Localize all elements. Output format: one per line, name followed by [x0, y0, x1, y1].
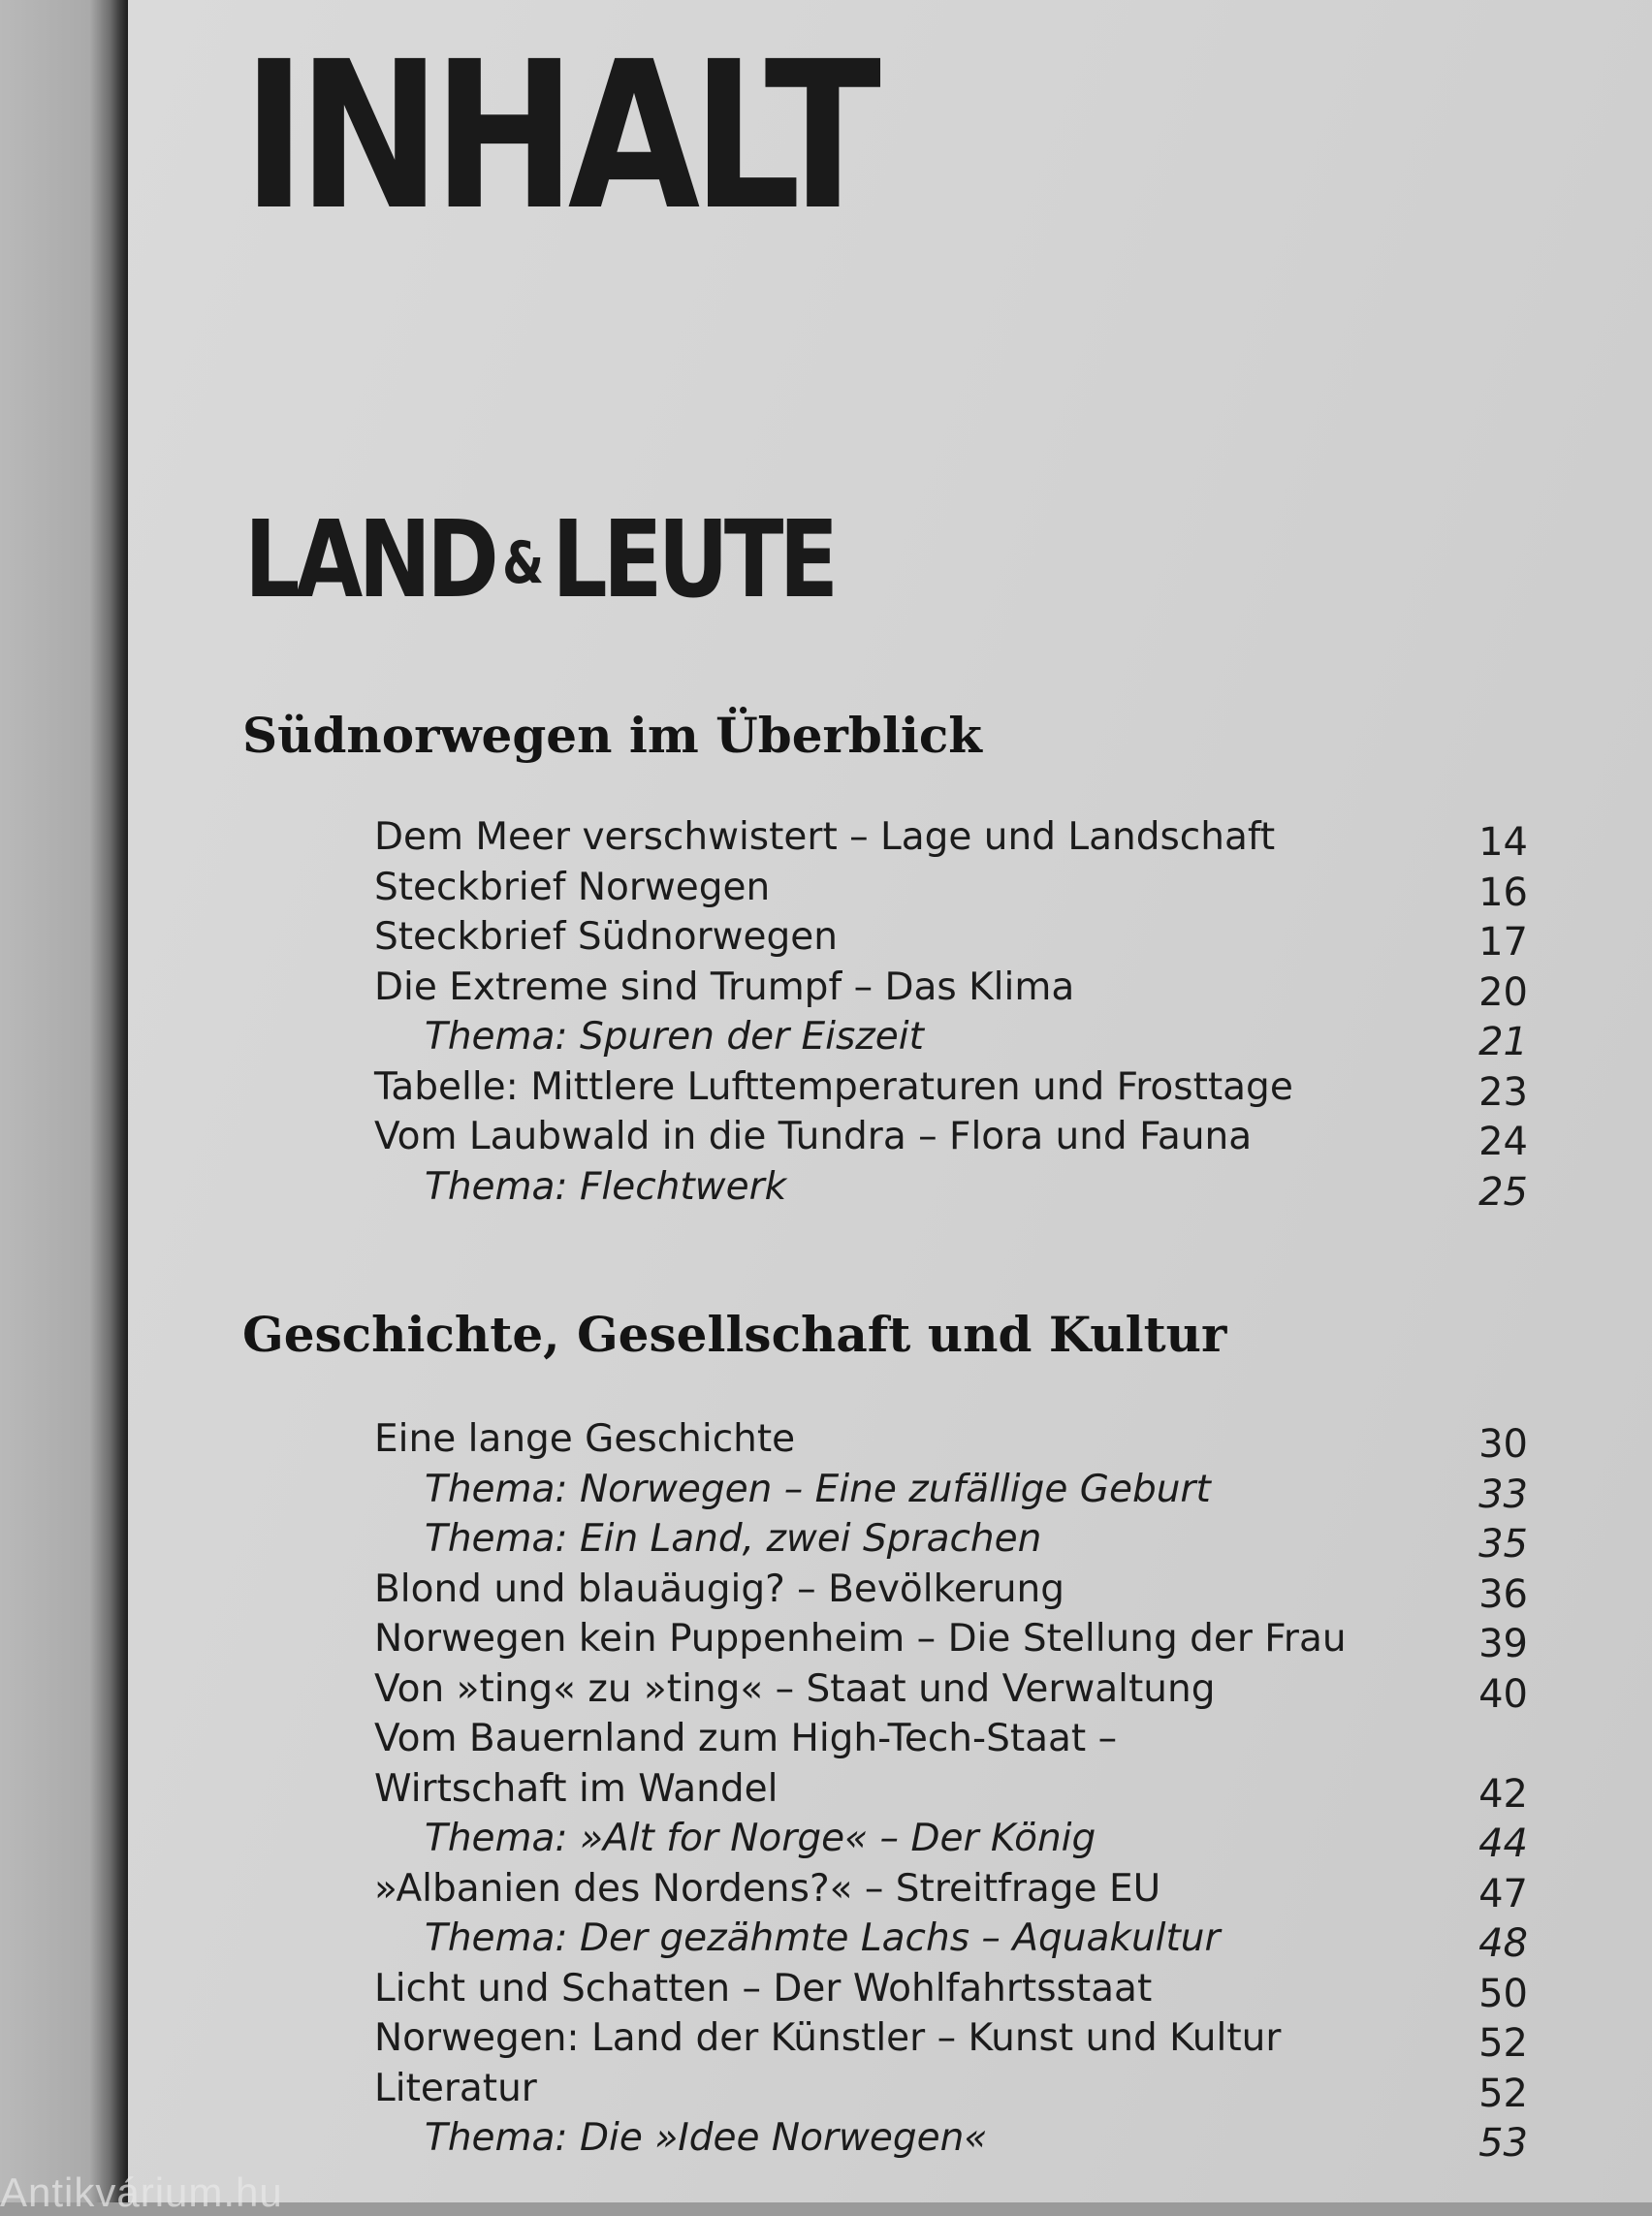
toc-entry-title: Steckbrief Norwegen — [374, 865, 771, 909]
toc-entry — [374, 1964, 1528, 2014]
toc-entry — [374, 1814, 1528, 1864]
toc-entry-title: Von »ting« zu »ting« – Staat und Verwaltung — [374, 1666, 1216, 1711]
toc-entry-page-number: 25 — [1478, 1169, 1528, 1215]
toc-entry-title: »Albanien des Nordens?« – Streitfrage EU — [374, 1866, 1161, 1911]
section-title-suednorwegen: Südnorwegen im Überblick — [242, 707, 982, 764]
toc-entry-title: Literatur — [374, 2066, 537, 2110]
toc-entry-title: Thema: Die »Idee Norwegen« — [425, 2116, 988, 2160]
toc-entry-page-number: 16 — [1478, 870, 1528, 915]
part-title-left: LAND — [244, 497, 494, 621]
toc-entry — [374, 1465, 1528, 1515]
toc-entry-title: Licht und Schatten – Der Wohlfahrtsstaat — [374, 1966, 1153, 2010]
toc-entry-title: Thema: Der gezähmte Lachs – Aquakultur — [425, 1916, 1221, 1960]
toc-entry-page-number: 52 — [1478, 2071, 1528, 2116]
toc-entry-title: Steckbrief Südnorwegen — [374, 915, 839, 959]
toc-entry-title: Thema: Spuren der Eiszeit — [425, 1015, 924, 1059]
toc-entry-title: Norwegen kein Puppenheim – Die Stellung der Frau — [374, 1617, 1347, 1661]
page-heading: INHALT — [242, 17, 874, 255]
toc-entry-page-number: 53 — [1478, 2121, 1528, 2166]
toc-entry-page-number: 33 — [1478, 1472, 1528, 1517]
toc-entry — [374, 2064, 1528, 2114]
toc-entry-page-number: 48 — [1478, 1921, 1528, 1966]
toc-entry-title: Wirtschaft im Wandel — [374, 1766, 778, 1811]
toc-entry-title: Thema: Flechtwerk — [425, 1164, 787, 1209]
toc-entry-page-number: 44 — [1478, 1821, 1528, 1866]
toc-entry — [374, 912, 1528, 963]
toc-entry-page-number: 21 — [1478, 1020, 1528, 1064]
toc-entry — [374, 1514, 1528, 1565]
toc-entry — [374, 1664, 1528, 1715]
toc-entry — [374, 963, 1528, 1013]
toc-entry-page-number: 50 — [1478, 1971, 1528, 2016]
toc-entry-title: Eine lange Geschichte — [374, 1417, 796, 1461]
toc-entry-page-number: 47 — [1478, 1871, 1528, 1916]
toc-list-geschichte — [374, 1414, 1528, 2164]
toc-entry — [374, 1714, 1528, 1764]
toc-entry-page-number: 14 — [1478, 820, 1528, 865]
toc-entry — [374, 1565, 1528, 1615]
toc-entry-title: Dem Meer verschwistert – Lage und Landschaft — [374, 815, 1276, 859]
toc-entry-title: Vom Bauernland zum High-Tech-Staat – — [374, 1717, 1118, 1760]
toc-entry-title: Norwegen: Land der Künstler – Kunst und Kultur — [374, 2016, 1282, 2060]
toc-entry-page-number: 42 — [1478, 1771, 1528, 1817]
toc-entry-page-number: 30 — [1478, 1422, 1528, 1467]
toc-entry-page-number: 35 — [1478, 1522, 1528, 1567]
toc-entry — [374, 1614, 1528, 1664]
toc-entry-title: Tabelle: Mittlere Lufttemperaturen und Frosttage — [374, 1064, 1293, 1109]
watermark-text: Antikvárium.hu — [0, 2169, 283, 2215]
toc-entry — [374, 1062, 1528, 1113]
toc-entry — [374, 1012, 1528, 1062]
part-title — [244, 497, 835, 621]
part-title-right: LEUTE — [552, 497, 835, 621]
toc-entry — [374, 1764, 1528, 1815]
toc-entry — [374, 1112, 1528, 1162]
toc-entry-title: Thema: »Alt for Norge« – Der König — [425, 1817, 1096, 1860]
toc-entry-page-number: 20 — [1478, 969, 1528, 1015]
toc-list-suednorwegen — [374, 812, 1528, 1215]
toc-entry-title: Thema: Ein Land, zwei Sprachen — [425, 1517, 1042, 1561]
toc-entry-title: Thema: Norwegen – Eine zufällige Geburt — [425, 1467, 1211, 1511]
toc-entry — [374, 863, 1528, 913]
toc-entry-page-number: 39 — [1478, 1622, 1528, 1666]
toc-entry — [374, 1914, 1528, 1964]
toc-entry-title: Die Extreme sind Trumpf – Das Klima — [374, 965, 1075, 1009]
toc-entry — [374, 1414, 1528, 1465]
toc-entry — [374, 812, 1528, 863]
toc-entry — [374, 2113, 1528, 2164]
toc-entry-title: Blond und blauäugig? – Bevölkerung — [374, 1567, 1065, 1611]
book-page — [128, 0, 1652, 2202]
toc-entry-page-number: 24 — [1478, 1120, 1528, 1164]
toc-entry-page-number: 23 — [1478, 1069, 1528, 1115]
part-title-ampersand: & — [502, 529, 545, 597]
book-spine-edge — [0, 0, 128, 2202]
toc-entry-page-number: 40 — [1478, 1671, 1528, 1717]
toc-entry-page-number: 17 — [1478, 920, 1528, 965]
toc-entry-title: Vom Laubwald in die Tundra – Flora und Fauna — [374, 1115, 1253, 1158]
toc-entry — [374, 1162, 1528, 1213]
section-title-geschichte: Geschichte, Gesellschaft und Kultur — [242, 1306, 1227, 1363]
toc-entry — [374, 1864, 1528, 1915]
toc-entry-page-number: 36 — [1478, 1571, 1528, 1617]
toc-entry-page-number: 52 — [1478, 2021, 1528, 2066]
toc-entry — [374, 2013, 1528, 2064]
